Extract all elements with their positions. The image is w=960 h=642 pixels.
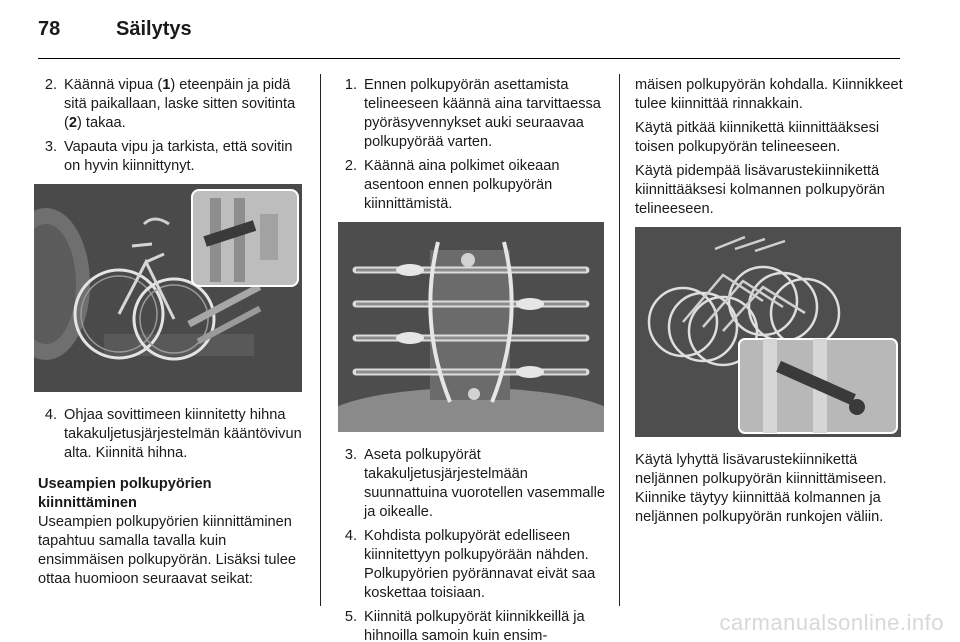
step-4 [38,406,304,463]
ref-number: 1 [162,77,171,93]
step-text: Kiinnitä polkupyörät kiinnikkeillä ja hihnoilla samoin kuin ensim- [364,609,585,642]
page-number: 78 [38,18,61,40]
step-number: 3. [44,139,57,155]
column-divider-1 [320,74,321,606]
step-5 [338,608,606,642]
step-text: Käännä vipua (1) eteenpäin ja pidä sitä paikallaan, laske sitten sovitinta (2) takaa. [64,77,296,131]
step-3 [38,138,304,176]
paragraph: mäisen polkupyörän kohdalla. Kiinnikkeet tulee kiinnittää rinnakkain. [635,77,903,112]
column-right [635,76,905,532]
step-number: 4. [344,528,357,544]
step-number: 2. [344,158,357,174]
column-middle [338,76,606,642]
bike-rack-adapter-illustration [34,184,302,392]
step-1 [338,76,606,152]
step-text: Aseta polkupyörät takakuljetusjärjestelmään suunnattuina vuorotellen vasemmalle ja oikealle. [364,447,605,520]
step-text: Vapauta vipu ja tarkista, että sovitin on hyvin kiinnittynyt. [64,139,293,174]
column-divider-2 [619,74,620,606]
step-2 [338,157,606,214]
paragraph: Käytä pitkää kiinnikettä kiinnittääksesi toisen polkupyörän telineeseen. [635,120,880,155]
step-number: 3. [344,447,357,463]
watermark: carmanualsonline.info [719,610,944,635]
step-3 [338,446,606,522]
step-4 [338,527,606,603]
step-text: Käännä aina polkimet oikeaan asentoon ennen polkupyörän kiinnittämistä. [364,158,560,212]
paragraph: Käytä pidempää lisävarustekiinnikettä kiinnittääksesi kolmannen polkupyörän telineeseen. [635,163,885,217]
step-number: 4. [44,407,57,423]
step-number: 1. [344,77,357,93]
chapter-title: Säilytys [116,18,192,40]
ref-number: 2 [68,115,77,131]
paragraph: Käytä lyhyttä lisävarustekiinnikettä neljännen polkupyörän kiinnittämiseen. Kiinnike täytyy kiinnittää kolmannen ja neljännen polkupyörän runkojen väliin. [635,452,887,525]
step-2 [38,76,304,133]
section-heading: Useampien polkupyörien kiinnittäminen [38,476,212,511]
step-number: 5. [344,609,357,625]
four-bikes-top-view-illustration [338,222,604,432]
bikes-with-accessory-clamp-illustration [635,227,901,437]
step-number: 2. [44,77,57,93]
header-rule [38,58,900,59]
column-left [38,76,304,594]
intro-paragraph: Useampien polkupyörien kiinnittäminen tapahtuu samalla tavalla kuin ensimmäisen polkupyörän. Lisäksi tulee ottaa huomioon seuraavat seikat: [38,514,296,587]
step-text: Ohjaa sovittimeen kiinnitetty hihna takakuljetusjärjestelmän kääntövivun alta. Kiinnitä hihna. [64,407,302,461]
step-text: Kohdista polkupyörät edelliseen kiinnitettyyn polkupyörään nähden. Polkupyörien pyörännavat eivät saa koskettaa toisiaan. [364,528,596,601]
step-text: Ennen polkupyörän asettamista telineeseen käännä aina tarvittaessa pyöräsyvennykset auki seuraavaa polkupyörää varten. [364,77,601,150]
